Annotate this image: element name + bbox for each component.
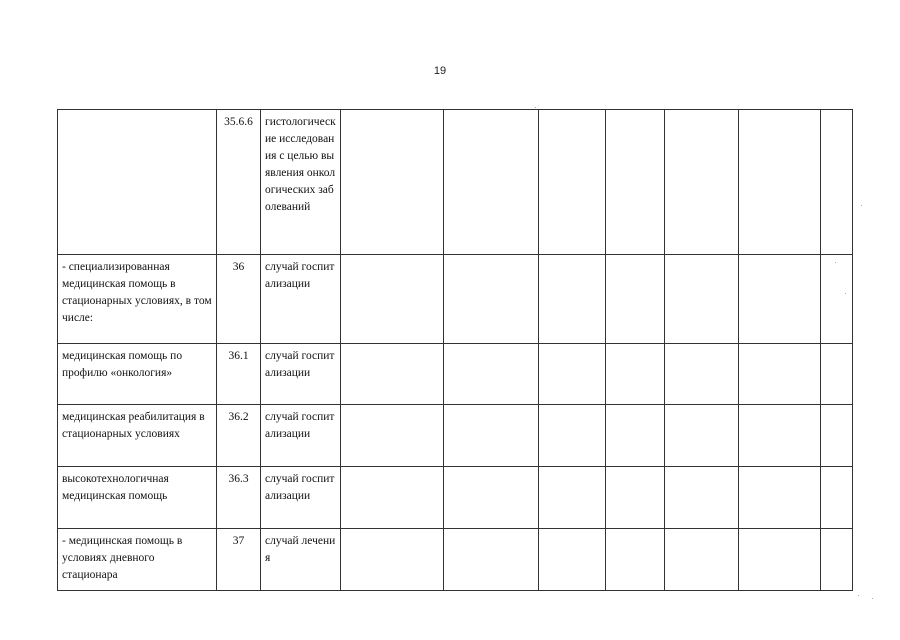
empty-cell [739, 529, 821, 591]
empty-cell [539, 529, 606, 591]
empty-cell [821, 344, 853, 405]
table-row [58, 110, 853, 255]
empty-cell [739, 467, 821, 529]
empty-cell [444, 344, 539, 405]
row-code-cell: 35.6.6 [217, 110, 261, 255]
page-number: 19 [433, 65, 447, 77]
table-row [58, 405, 853, 467]
empty-cell [665, 344, 739, 405]
row-unit-cell: случай госпитализации [261, 255, 341, 344]
empty-cell [606, 344, 665, 405]
empty-cell [444, 255, 539, 344]
row-name-cell: медицинская реабилитация в стационарных условиях [58, 405, 217, 467]
row-name-cell: медицинская помощь по профилю «онкология» [58, 344, 217, 405]
empty-cell [739, 344, 821, 405]
empty-cell [539, 344, 606, 405]
empty-cell [444, 529, 539, 591]
row-code-cell: 36 [217, 255, 261, 344]
table-row [58, 529, 853, 591]
row-code-cell: 36.3 [217, 467, 261, 529]
row-unit-cell: гистологические исследования с целью выявления онкологических заболеваний [261, 110, 341, 255]
scan-speck [835, 262, 836, 263]
scan-speck [535, 107, 536, 108]
empty-cell [665, 110, 739, 255]
empty-cell [444, 467, 539, 529]
empty-cell [821, 255, 853, 344]
empty-cell [539, 255, 606, 344]
empty-cell [606, 467, 665, 529]
empty-cell [606, 110, 665, 255]
empty-cell [665, 405, 739, 467]
empty-cell [341, 255, 444, 344]
empty-cell [606, 529, 665, 591]
empty-cell [665, 529, 739, 591]
empty-cell [821, 529, 853, 591]
row-unit-cell: случай госпитализации [261, 344, 341, 405]
row-unit-cell: случай госпитализации [261, 405, 341, 467]
row-name-cell: - медицинская помощь в условиях дневного стационара [58, 529, 217, 591]
empty-cell [821, 110, 853, 255]
empty-cell [341, 405, 444, 467]
row-code-cell: 36.1 [217, 344, 261, 405]
empty-cell [821, 467, 853, 529]
empty-cell [444, 405, 539, 467]
empty-cell [341, 344, 444, 405]
empty-cell [539, 467, 606, 529]
row-code-cell: 37 [217, 529, 261, 591]
row-unit-cell: случай госпитализации [261, 467, 341, 529]
empty-cell [341, 110, 444, 255]
table-row [58, 255, 853, 344]
empty-cell [444, 110, 539, 255]
scan-speck [872, 598, 873, 599]
scan-speck [861, 205, 862, 206]
empty-cell [665, 255, 739, 344]
empty-cell [739, 110, 821, 255]
scan-speck [858, 595, 859, 596]
empty-cell [539, 405, 606, 467]
empty-cell [665, 467, 739, 529]
table-row [58, 344, 853, 405]
data-table [57, 109, 853, 591]
scan-speck [845, 293, 846, 294]
empty-cell [739, 405, 821, 467]
empty-cell [739, 255, 821, 344]
row-name-cell: - специализированная медицинская помощь в стационарных условиях, в том числе: [58, 255, 217, 344]
empty-cell [606, 405, 665, 467]
empty-cell [341, 467, 444, 529]
empty-cell [821, 405, 853, 467]
row-unit-cell: случай лечения [261, 529, 341, 591]
empty-cell [606, 255, 665, 344]
row-name-cell [58, 110, 217, 255]
row-name-cell: высокотехнологичная медицинская помощь [58, 467, 217, 529]
table-row [58, 467, 853, 529]
empty-cell [539, 110, 606, 255]
row-code-cell: 36.2 [217, 405, 261, 467]
empty-cell [341, 529, 444, 591]
